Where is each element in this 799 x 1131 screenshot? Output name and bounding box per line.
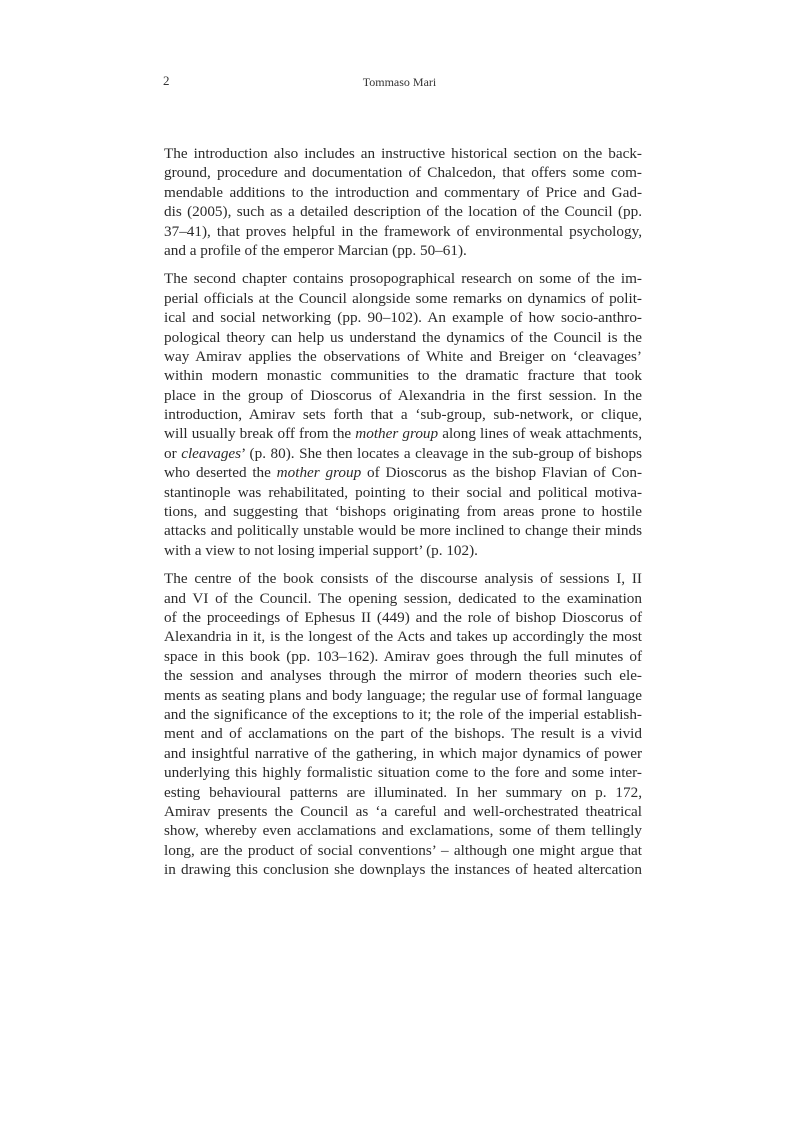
text-line: mendable additions to the introduction and commentary of Price and Gad- (164, 183, 642, 201)
text-line: the session and analyses through the mirror of modern theories such ele- (164, 667, 642, 685)
text-line: ments as seating plans and body language; the regular use of formal language (164, 686, 642, 704)
text-line: and insightful narrative of the gathering, in which major dynamics of power (164, 744, 642, 762)
text-line: with a view to not losing imperial support’ (p. 102). (164, 541, 478, 559)
text-line: perial officials at the Council alongside some remarks on dynamics of polit- (164, 289, 642, 307)
text-line: underlying this highly formalistic situation come to the fore and some inter- (164, 764, 642, 782)
text-line: tions, and suggesting that ‘bishops originating from areas prone to hostile (164, 503, 642, 521)
text-line: The centre of the book consists of the discourse analysis of sessions I, II (164, 570, 642, 588)
text-line: stantinople was rehabilitated, pointing to their social and political motiva- (164, 483, 642, 501)
text-line: show, whereby even acclamations and exclamations, some of them tellingly (164, 822, 642, 840)
text-line: ment and of acclamations on the part of the bishops. The result is a vivid (164, 725, 642, 743)
text-line-with-italic (164, 463, 642, 482)
text-line-with-italic (164, 444, 642, 463)
text-line: and a profile of the emperor Marcian (pp. 50–61). (164, 241, 467, 259)
text-line-with-italic (164, 424, 642, 443)
italic-term: cleavages (181, 444, 242, 462)
text-line: ical and social networking (pp. 90–102). An example of how socio-anthro- (164, 309, 642, 327)
text-line: esting behavioural patterns are illuminated. In her summary on p. 172, (164, 783, 642, 801)
running-head-author: Tommaso Mari (362, 75, 437, 89)
page-number: 2 (163, 73, 170, 88)
text-run: ’ (p. 80). She then locates a cleavage in the sub-group of bishops (241, 444, 643, 462)
text-line: and VI of the Council. The opening session, dedicated to the examination (164, 589, 642, 607)
text-line: introduction, Amirav sets forth that a ‘sub-group, sub-network, or clique, (164, 406, 642, 424)
text-line: Alexandria in it, is the longest of the Acts and takes up accordingly the most (164, 628, 642, 646)
text-line: Amirav presents the Council as ‘a careful and well-orchestrated theatrical (164, 802, 642, 820)
text-line: in drawing this conclusion she downplays the instances of heated altercation (164, 861, 642, 879)
text-line: pological theory can help us understand the dynamics of the Council is the (164, 328, 642, 346)
text-run: of Dioscorus as the bishop Flavian of Con- (361, 464, 643, 482)
text-line: way Amirav applies the observations of White and Breiger on ‘cleavages’ (164, 347, 642, 365)
text-line: attacks and politically unstable would be more inclined to change their minds (164, 522, 642, 540)
text-line: and the significance of the exceptions to it; the role of the imperial establish- (164, 705, 642, 723)
text-line: within modern monastic communities to the dramatic fracture that took (164, 367, 642, 385)
text-run: will usually break off from the (164, 425, 356, 443)
text-run: or (164, 444, 182, 462)
text-line: The introduction also includes an instructive historical section on the back- (164, 145, 642, 162)
body-text (164, 144, 642, 888)
text-line: place in the group of Dioscorus of Alexandria in the first session. In the (164, 386, 642, 404)
paragraph-centre-of-book (164, 569, 642, 879)
text-line: of the proceedings of Ephesus II (449) and the role of bishop Dioscorus of (164, 608, 642, 626)
text-line: long, are the product of social conventions’ – although one might argue that (164, 841, 642, 859)
paragraph-introduction (164, 144, 642, 260)
italic-term: mother group (276, 464, 362, 482)
text-run: who deserted the (164, 464, 277, 482)
text-line: The second chapter contains prosopographical research on some of the im- (164, 270, 642, 288)
text-line: dis (2005), such as a detailed description of the location of the Council (pp. (164, 203, 642, 221)
text-line: space in this book (pp. 103–162). Amirav goes through the full minutes of (164, 647, 642, 665)
italic-term: mother group (355, 425, 439, 443)
text-run: along lines of weak attachments, (438, 425, 642, 443)
paragraph-second-chapter (164, 269, 642, 560)
text-line: 37–41), that proves helpful in the framework of environmental psychology, (164, 222, 642, 240)
text-line: ground, procedure and documentation of Chalcedon, that offers some com- (164, 164, 642, 182)
